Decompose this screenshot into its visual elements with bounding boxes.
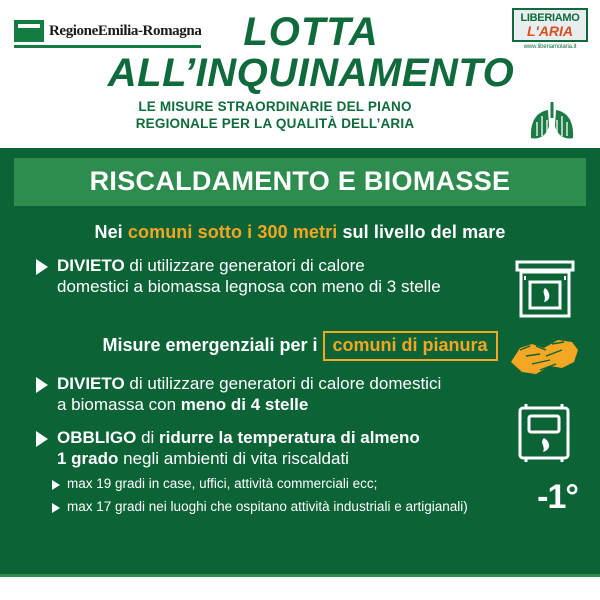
lungs-icon xyxy=(522,100,582,142)
block1-bullet-text xyxy=(57,255,441,297)
block2-bullet-2-line2-post: negli ambienti di vita riscaldati xyxy=(118,449,349,468)
boiler-icon xyxy=(516,402,572,464)
temperature-reduction-label: -1° xyxy=(537,478,578,516)
block1-lead-pre: Nei xyxy=(94,222,128,242)
block2-bullet-1-line2-strong: meno di 4 stelle xyxy=(180,395,309,414)
subtitle-line-1: LE MISURE STRAORDINARIE DEL PIANO xyxy=(138,99,412,114)
small-triangle-bullet-icon xyxy=(52,480,60,490)
block1-lead-post: sul livello del mare xyxy=(337,222,506,242)
block2-sub-bullet-1 xyxy=(52,476,600,492)
campaign-logo-box xyxy=(512,8,588,42)
block1-bullet-strong: DIVIETO xyxy=(57,256,125,275)
triangle-bullet-icon xyxy=(36,259,48,275)
block1-bullet-rest-2: domestici a biomassa legnosa con meno di 3 stelle xyxy=(57,277,441,296)
block2-sub-bullet-1-text: max 19 gradi in case, uffici, attività commerciali ecc; xyxy=(67,476,378,491)
triangle-bullet-icon xyxy=(36,431,48,447)
block2-bullet-2-line2-strong: 1 grado xyxy=(57,449,119,468)
block2-bullet-2-strong: OBBLIGO xyxy=(57,428,137,447)
triangle-bullet-icon xyxy=(36,377,48,393)
block1-lead-highlight: comuni sotto i 300 metri xyxy=(127,222,338,242)
fireplace-stove-icon xyxy=(514,258,576,320)
block2-bullet-1-line2-pre: a biomassa con xyxy=(57,395,181,414)
section-banner xyxy=(14,158,586,206)
region-flag-icon xyxy=(14,20,44,42)
title-line-1: LOTTA xyxy=(243,10,379,54)
campaign-logo-line2: L'ARIA xyxy=(526,23,574,39)
block2-bullet-2-line1-strong: ridurre la temperatura di almeno xyxy=(159,428,420,447)
block2-sub-bullet-2-text: max 17 gradi nei luoghi che ospitano attività industriali e artigianali) xyxy=(67,499,468,514)
campaign-logo-line1: LIBERIAMO xyxy=(520,12,580,24)
block1-bullet-rest-1: di utilizzare generatori di calore xyxy=(124,256,365,275)
block2-bullet-2-line1-pre: di xyxy=(136,428,160,447)
block2-lead-pre: Misure emergenziali per i xyxy=(102,335,323,355)
emilia-romagna-map-icon xyxy=(506,332,582,384)
small-triangle-bullet-icon xyxy=(52,503,60,513)
block2-bullet-1-text xyxy=(57,373,441,415)
campaign-logo xyxy=(512,8,588,50)
title-line-2: ALL’INQUINAMENTO xyxy=(107,51,515,95)
region-logo xyxy=(14,20,201,48)
region-logo-label: RegioneEmilia-Romagna xyxy=(49,22,202,39)
block1-lead xyxy=(0,222,600,243)
block2-bullet-1-strong: DIVIETO xyxy=(57,374,125,393)
block2-bullet-1-line1: di utilizzare generatori di calore domestici xyxy=(124,374,442,393)
block2-sub-bullet-2 xyxy=(52,499,600,515)
section-banner-title: RISCALDAMENTO E BIOMASSE xyxy=(89,166,511,196)
block2-lead-highlight: comuni di pianura xyxy=(323,331,498,361)
page-subtitle xyxy=(10,98,590,132)
campaign-logo-url: www.liberiamolaria.it xyxy=(523,44,577,50)
header xyxy=(0,0,600,148)
subtitle-line-2: REGIONALE PER LA QUALITÀ DELL’ARIA xyxy=(135,116,415,131)
footer-bar xyxy=(0,574,600,600)
block2-bullet-2-text xyxy=(57,427,420,469)
